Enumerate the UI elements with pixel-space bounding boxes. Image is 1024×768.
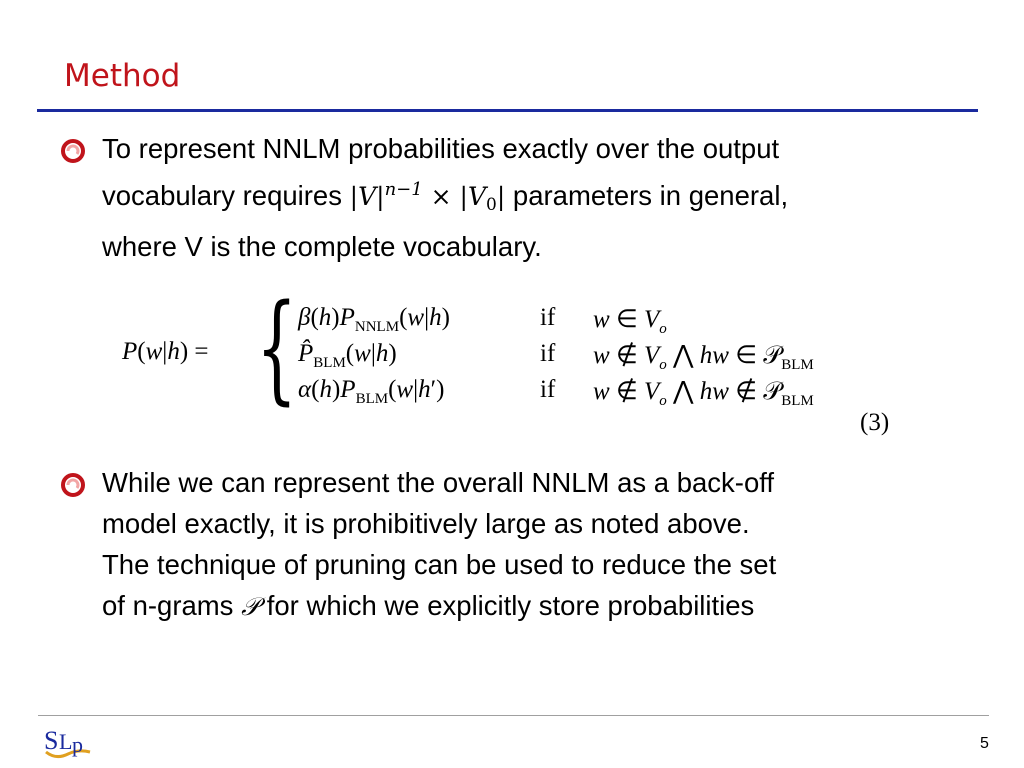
page-number: 5: [980, 735, 989, 752]
bullet-2-line-1: While we can represent the overall NNLM as a back-off: [102, 467, 775, 498]
bullet-2-text: [102, 462, 962, 627]
param-count-formula: $|V|^{n-1} \times |V_0|$: [349, 179, 506, 215]
svg-text:p: p: [72, 732, 83, 757]
swirl-bullet-icon: [60, 472, 86, 498]
equation-lhs: P(w|h) =: [122, 338, 209, 365]
svg-text:S: S: [44, 726, 59, 755]
slp-logo: [42, 722, 94, 762]
bullet-1-line-2: vocabulary requires $|V|^{n-1} \times |V_0|$ parameters in general,: [102, 179, 789, 215]
swirl-bullet-icon: [60, 138, 86, 164]
bullet-2-line-2: model exactly, it is prohibitively large as noted above.: [102, 508, 750, 539]
bullet-1-line-1: To represent NNLM probabilities exactly over the output: [102, 133, 780, 164]
svg-text:L: L: [59, 729, 73, 754]
slide-title: Method: [64, 58, 181, 94]
ngram-set-symbol: 𝒫: [241, 592, 260, 621]
equation-number: (3): [860, 409, 890, 436]
footer-divider: [38, 715, 989, 716]
probability-equation: P(w|h) = { $\beta(h)P_{NNLM}(w|h)$ if w ∈ $V_o$ $P̂_{BLM}(w|h)$ if w ∉ $V_o$ ⋀ hw ∈ 𝒫$_{BLM}$ $\alpha(h)P_{BLM}(w|h')$ if w ∉ $V_o$ ⋀ hw ∉ 𝒫$_{BLM}$ (3): [122, 278, 890, 436]
title-divider: [37, 109, 978, 112]
equation-brace: {: [256, 278, 298, 416]
bullet-2-line-3: The technique of pruning can be used to reduce the set: [102, 549, 777, 580]
bullet-2-line-4: of n-grams 𝒫 for which we explicitly store probabilities: [102, 590, 755, 621]
bullet-1-text: [102, 128, 962, 267]
bullet-1-line-3: where V is the complete vocabulary.: [102, 231, 542, 262]
